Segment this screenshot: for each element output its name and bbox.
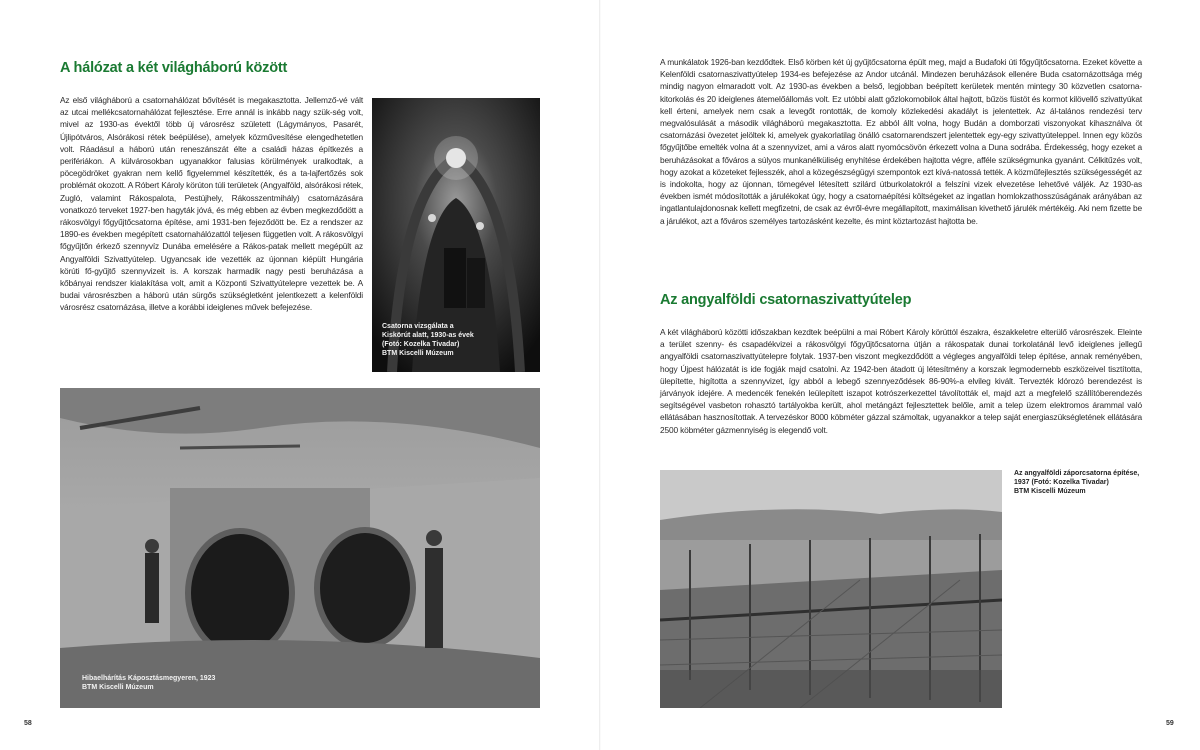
right-page xyxy=(600,0,1200,750)
tunnel-inspection-photo xyxy=(372,98,540,372)
right-body-paragraph: A munkálatok 1926-ban kezdődtek. Első körben két új gyűjtőcsatorna épült meg, majd a Budafoki úti főgyűjtőcsatorna. Ezeket követte a Kelenföldi csatornaszivattyútelep 1934-es befejezése az Andor utcánál. Mindezen beruházások ellenére Buda csatornázottsága még mindig nagyon elmaradott volt. Az 1930-as években a belső, legjobban beépített kerületek mentén mintegy 30 közvetlen csatorna-kitorkolás és 20 ideiglenes átemelőállomás volt. Ez utóbbi alatt gőzlokomobilok által hajtott, bűzös füstöt és kormot kilövellő szivattyúkat kell érteni, amelyek nem csak a levegőt rontották, de komoly közlekedési akadályt is jelentettek. Az ál-talános rendezési terv megvalósulását a második világháború megakasztotta. Ez abból állt volna, hogy Budán a domborzati viszonyokat kihasználva öt csatornázási övezetet jelöltek ki, amelyek gyakorlatilag önálló csatornarendszert jelentettek egy-egy szivattyúteleppel. Innen egy közös főgyűjtőbe emelték volna át a szennyvizet, ami a város alatt nyomócsövön érkezett volna a Duna sodrába. Érdekesség, hogy ezeket a beruházásokat a főváros a súlyos munkanélküliség enyhítése érdekében hajtotta végre, afféle szükségmunka gyanánt. Célkitűzés volt, hogy azokat a közeteket fejlesszék, ahol a közegészségügyi szempontok ezt kívá-natossá tették. A közműfejlesztés szükségességét az is indokolta, hogy az újonnan, tömegével létesített szilárd útburkolatokról a felszíni vizek elvezetése lehetővé váljék. Az 1930-as években ismét módosították a járulékokat úgy, hogy a csatornaépítési költségeket az ingatlan homlokzathosszúságának arányában az ingatlantulajdonosnak kellett megfizetni, de csak az évről-évre megállapított, maximálisan kivethető járulék mértékéig. Aki nem fizette be a járulékot, azt a főváros személyes tartozásként kezelte, és mint köztartozást hajtotta be. xyxy=(660,57,1142,226)
photo-caption: Hibaelhárítás Káposztásmegyeren, 1923 BTM Kiscelli Múzeum xyxy=(82,675,216,691)
left-body-paragraph: Az első világháború a csatornahálózat bővítését is megakasztotta. Jellemző-vé vált az utcai mellékcsatornahálózat fejlesztése. Erre annál is inkább nagy szük-ség volt, mivel az 1930-as évektől több új városrész született (Lágymányos, Pasarét, Újlipótváros, Alsórákosi rétek beépülése), amelyek közművesítése elengedhetetlen volt. Ráadásul a háború után reneszánszát élte a családi házas építkezés a perifériákon. A külvárosokban ugyanakkor falusias körülmények uralkodtak, a pöcegödröket gyakran nem kellő figyelemmel készítették, és a ta-lajfertőzés sok problémát okozott. A Róbert Károly körúton túli területek (Angyalföld, alsórákosi rétek, Zugló, valamint Rákospalota, Pestújhely, Rákosszentmihály) csatornázására vonatkozó terveket 1927-ben hagyták jóvá, és még ebben az évben megkezdődött a rákosvölgyi főgyűjtőcsatorna építése, ami 1931-ben fejeződött be. Ez a rendszer az 1890-es években megépített csatornahálózattól teljesen független volt. A rákosvölgyi főgyűjtőn érkező szennyvíz Dunába emelésére a Rákos-patak mellett megépült az Angyalföldi Szivattyútelep. Ugyancsak ide vezették az újonnan kiépült Hungária körúti fő-gyűjtő szennyvizeit is. A korszak harmadik nagy pesti beruházása a kőbányai rendszer kialakítása volt, amit a Központi Szivattyútelepre vezettek be. A budai városrészben a háború után sürgős szükségletként jelentkezett a kelenföldi városrész csatornázása, illetve a korábbi ideiglenes művek befejezése. xyxy=(60,95,363,313)
section-heading: Az angyalföldi csatornaszivattyútelep xyxy=(660,292,912,308)
construction-site-photo xyxy=(660,470,1002,708)
section-heading: A hálózat a két világháború között xyxy=(60,60,288,76)
right-body-paragraph-2: A két világháború közötti időszakban kezdtek beépülni a mai Róbert Károly körúttól északra, északkeletre elterülő városrészek. Eleinte a terület szenny- és csapadékvizei a rákosvölgyi főgyűjtőcsatorna útján a rákospatak dunai torkolatánál levő ideiglenes jellegű angyalföldi csatornaszivattyútelepre folytak. 1937-ben viszont megkezdődött a végleges angyalföldi telep építése, annak reményében, hogy Újpest hálózatát is ide fogják majd csatolni. Az 1942-ben átadott új létesítmény a korszak legmodernebb eszközeivel tisztította, ülepítette, higította a szennyvizet, így abból a lebegő szennyeződések 86-90%-a elvileg kivált. Tervezték klórozó berendezést is járványok idejére. A medencék fenekén leülepített iszapot kotrószerkezettel távolították el, majd azt a megfelelő szállítóberendezés segítségével vasbeton rohasztó tartályokba került, ahol metángázt fejlesztettek belőle, amit a telep üzem elektromos árammal való ellátásában hasznosítottak. A tervezéskor 8000 köbméter gázzal számoltak, ugyanakkor a telep saját energiaszükségletének ellátására 2500 köbméter gázmennyiség is elegendő volt. xyxy=(660,327,1142,435)
page-number: 59 xyxy=(1166,720,1174,727)
photo-caption: Csatorna vizsgálata a Kiskörút alatt, 1930-as évek (Fotó: Kozelka Tivadar) BTM Kiscelli Múzeum xyxy=(382,323,474,357)
photo-caption: Az angyalföldi záporcsatorna építése, 1937 (Fotó: Kozelka Tivadar) BTM Kiscelli Múzeum xyxy=(1014,470,1140,495)
page-number: 58 xyxy=(24,720,32,727)
culvert-repair-photo xyxy=(60,388,540,708)
